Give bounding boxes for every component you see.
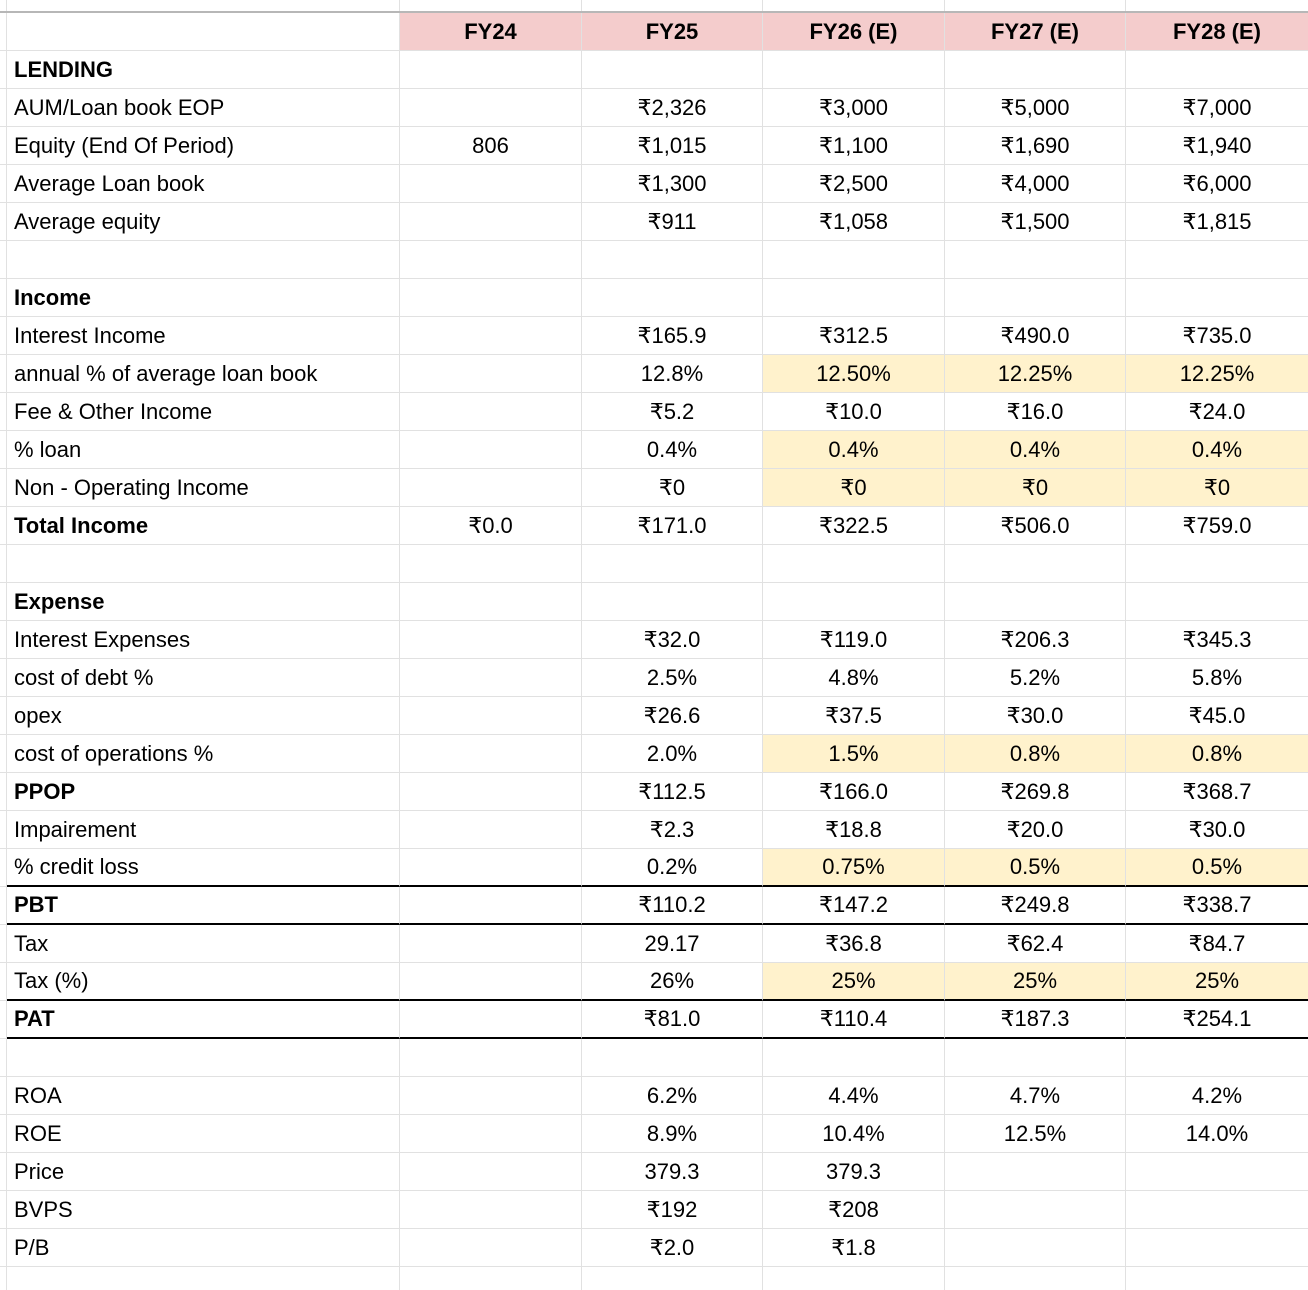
value-cell[interactable] xyxy=(1126,545,1308,583)
left-margin-cell xyxy=(0,621,7,659)
value-cell[interactable]: ₹490.0 xyxy=(945,317,1126,355)
table-row xyxy=(0,1191,1308,1229)
value-cell[interactable] xyxy=(945,1039,1126,1077)
left-margin-cell xyxy=(0,1191,7,1229)
value-cell[interactable] xyxy=(400,1039,582,1077)
value-cell[interactable]: ₹0 xyxy=(763,469,945,507)
value-cell[interactable]: ₹6,000 xyxy=(1126,165,1308,203)
value-cell[interactable] xyxy=(945,1191,1126,1229)
value-cell[interactable] xyxy=(400,621,582,659)
table-row xyxy=(0,1229,1308,1267)
left-margin-cell xyxy=(0,165,7,203)
row-label-cell[interactable]: PPOP xyxy=(7,773,400,811)
left-margin-cell xyxy=(0,963,7,1001)
empty-cell[interactable] xyxy=(7,0,400,11)
value-cell[interactable] xyxy=(945,583,1126,621)
table-row xyxy=(0,1001,1308,1039)
row-label-cell[interactable]: cost of debt % xyxy=(7,659,400,697)
value-cell[interactable]: 0.4% xyxy=(945,431,1126,469)
value-cell[interactable] xyxy=(400,659,582,697)
left-margin-cell xyxy=(0,659,7,697)
value-cell[interactable]: ₹249.8 xyxy=(945,887,1126,925)
row-label-cell[interactable]: Impairement xyxy=(7,811,400,849)
value-cell[interactable]: ₹30.0 xyxy=(945,697,1126,735)
value-cell[interactable]: ₹45.0 xyxy=(1126,697,1308,735)
value-cell[interactable]: ₹5,000 xyxy=(945,89,1126,127)
value-cell[interactable]: ₹171.0 xyxy=(582,507,763,545)
table-row xyxy=(0,165,1308,203)
row-label-cell[interactable]: BVPS xyxy=(7,1191,400,1229)
header-cell-fy27e[interactable]: FY27 (E) xyxy=(945,13,1126,51)
table-row xyxy=(0,127,1308,165)
value-cell[interactable]: ₹1,300 xyxy=(582,165,763,203)
value-cell[interactable] xyxy=(945,545,1126,583)
spacer-row xyxy=(0,241,1308,279)
row-label-cell[interactable]: AUM/Loan book EOP xyxy=(7,89,400,127)
value-cell[interactable]: ₹338.7 xyxy=(1126,887,1308,925)
value-cell[interactable] xyxy=(945,241,1126,279)
empty-cell[interactable] xyxy=(582,0,763,11)
table-row xyxy=(0,469,1308,507)
left-margin-cell xyxy=(0,1153,7,1191)
empty-cell[interactable] xyxy=(1126,0,1308,11)
table-row xyxy=(0,621,1308,659)
value-cell[interactable] xyxy=(400,393,582,431)
value-cell[interactable]: ₹1,690 xyxy=(945,127,1126,165)
value-cell[interactable]: ₹3,000 xyxy=(763,89,945,127)
value-cell[interactable]: 0.75% xyxy=(763,849,945,887)
value-cell[interactable]: ₹2.0 xyxy=(582,1229,763,1267)
value-cell[interactable]: 12.5% xyxy=(945,1115,1126,1153)
value-cell[interactable] xyxy=(1126,583,1308,621)
table-row xyxy=(0,697,1308,735)
value-cell[interactable]: 2.5% xyxy=(582,659,763,697)
value-cell[interactable]: 4.8% xyxy=(763,659,945,697)
value-cell[interactable]: ₹254.1 xyxy=(1126,1001,1308,1039)
value-cell[interactable]: ₹147.2 xyxy=(763,887,945,925)
left-margin-cell xyxy=(0,545,7,583)
bottom-partial-row xyxy=(0,1267,1308,1290)
left-margin-cell xyxy=(0,51,7,89)
empty-cell[interactable] xyxy=(400,1267,582,1290)
left-margin-cell xyxy=(0,507,7,545)
value-cell[interactable]: ₹37.5 xyxy=(763,697,945,735)
value-cell[interactable]: 4.7% xyxy=(945,1077,1126,1115)
table-row xyxy=(0,279,1308,317)
value-cell[interactable] xyxy=(1126,279,1308,317)
value-cell[interactable]: 12.50% xyxy=(763,355,945,393)
value-cell[interactable]: 25% xyxy=(763,963,945,1001)
table-row xyxy=(0,659,1308,697)
row-label-cell[interactable]: Non - Operating Income xyxy=(7,469,400,507)
row-label-cell[interactable]: Average equity xyxy=(7,203,400,241)
left-margin-cell xyxy=(0,203,7,241)
value-cell[interactable]: 25% xyxy=(1126,963,1308,1001)
value-cell[interactable] xyxy=(400,545,582,583)
left-margin-cell xyxy=(0,887,7,925)
value-cell[interactable]: ₹911 xyxy=(582,203,763,241)
row-label-cell[interactable]: PAT xyxy=(7,1001,400,1039)
table-row xyxy=(0,887,1308,925)
value-cell[interactable]: ₹26.6 xyxy=(582,697,763,735)
value-cell[interactable] xyxy=(1126,51,1308,89)
table-row xyxy=(0,735,1308,773)
value-cell[interactable]: ₹0.0 xyxy=(400,507,582,545)
value-cell[interactable] xyxy=(763,545,945,583)
empty-cell[interactable] xyxy=(7,1267,400,1290)
value-cell[interactable]: ₹32.0 xyxy=(582,621,763,659)
value-cell[interactable] xyxy=(400,811,582,849)
value-cell[interactable]: 12.25% xyxy=(1126,355,1308,393)
value-cell[interactable] xyxy=(945,1153,1126,1191)
value-cell[interactable] xyxy=(400,583,582,621)
value-cell[interactable]: ₹322.5 xyxy=(763,507,945,545)
value-cell[interactable]: ₹312.5 xyxy=(763,317,945,355)
left-margin-cell xyxy=(0,849,7,887)
value-cell[interactable] xyxy=(400,1229,582,1267)
table-row xyxy=(0,583,1308,621)
left-margin-cell xyxy=(0,469,7,507)
value-cell[interactable] xyxy=(763,1039,945,1077)
value-cell[interactable] xyxy=(582,583,763,621)
row-label-cell[interactable]: Interest Income xyxy=(7,317,400,355)
empty-cell[interactable] xyxy=(763,0,945,11)
table-body xyxy=(0,51,1308,1267)
value-cell[interactable]: ₹110.2 xyxy=(582,887,763,925)
header-cell-fy24[interactable]: FY24 xyxy=(400,13,582,51)
value-cell[interactable] xyxy=(763,51,945,89)
row-label-cell[interactable]: Fee & Other Income xyxy=(7,393,400,431)
header-cell-fy28e[interactable]: FY28 (E) xyxy=(1126,13,1308,51)
value-cell[interactable]: 12.25% xyxy=(945,355,1126,393)
header-cell-fy26e[interactable]: FY26 (E) xyxy=(763,13,945,51)
row-label-cell[interactable] xyxy=(7,1039,400,1077)
value-cell[interactable]: ₹368.7 xyxy=(1126,773,1308,811)
left-margin-cell xyxy=(0,697,7,735)
left-margin-cell xyxy=(0,735,7,773)
empty-cell[interactable] xyxy=(945,0,1126,11)
value-cell[interactable]: 14.0% xyxy=(1126,1115,1308,1153)
value-cell[interactable] xyxy=(400,317,582,355)
value-cell[interactable]: ₹16.0 xyxy=(945,393,1126,431)
row-label-cell[interactable]: cost of operations % xyxy=(7,735,400,773)
value-cell[interactable]: 6.2% xyxy=(582,1077,763,1115)
table-row xyxy=(0,89,1308,127)
left-margin-cell xyxy=(0,431,7,469)
left-margin-cell xyxy=(0,355,7,393)
value-cell[interactable]: ₹1,100 xyxy=(763,127,945,165)
left-margin-cell xyxy=(0,127,7,165)
value-cell[interactable]: 0.5% xyxy=(945,849,1126,887)
value-cell[interactable] xyxy=(1126,241,1308,279)
value-cell[interactable] xyxy=(582,51,763,89)
value-cell[interactable]: ₹119.0 xyxy=(763,621,945,659)
value-cell[interactable] xyxy=(400,849,582,887)
row-label-cell[interactable]: LENDING xyxy=(7,51,400,89)
value-cell[interactable]: ₹1.8 xyxy=(763,1229,945,1267)
value-cell[interactable]: ₹166.0 xyxy=(763,773,945,811)
value-cell[interactable]: 0.2% xyxy=(582,849,763,887)
value-cell[interactable]: ₹0 xyxy=(1126,469,1308,507)
left-margin-cell xyxy=(0,925,7,963)
table-row xyxy=(0,431,1308,469)
value-cell[interactable] xyxy=(582,279,763,317)
table-row xyxy=(0,393,1308,431)
value-cell[interactable]: 10.4% xyxy=(763,1115,945,1153)
value-cell[interactable]: 4.4% xyxy=(763,1077,945,1115)
value-cell[interactable]: 5.8% xyxy=(1126,659,1308,697)
table-row xyxy=(0,849,1308,887)
value-cell[interactable] xyxy=(1126,1153,1308,1191)
table-row xyxy=(0,773,1308,811)
header-cell-fy25[interactable]: FY25 xyxy=(582,13,763,51)
empty-cell[interactable] xyxy=(1126,1267,1308,1290)
row-label-cell[interactable]: Interest Expenses xyxy=(7,621,400,659)
left-margin-cell xyxy=(0,279,7,317)
value-cell[interactable]: 0.4% xyxy=(582,431,763,469)
row-label-cell[interactable]: opex xyxy=(7,697,400,735)
value-cell[interactable]: 1.5% xyxy=(763,735,945,773)
value-cell[interactable]: ₹18.8 xyxy=(763,811,945,849)
value-cell[interactable]: 2.0% xyxy=(582,735,763,773)
value-cell[interactable]: ₹506.0 xyxy=(945,507,1126,545)
value-cell[interactable] xyxy=(400,697,582,735)
table-row xyxy=(0,1077,1308,1115)
left-margin-cell xyxy=(0,1039,7,1077)
left-margin-cell xyxy=(0,13,7,51)
left-margin-cell xyxy=(0,1077,7,1115)
value-cell[interactable] xyxy=(400,89,582,127)
row-label-cell[interactable] xyxy=(7,241,400,279)
value-cell[interactable]: ₹112.5 xyxy=(582,773,763,811)
table-row xyxy=(0,811,1308,849)
left-margin-cell xyxy=(0,1001,7,1039)
empty-cell[interactable] xyxy=(582,1267,763,1290)
left-margin-cell xyxy=(0,317,7,355)
value-cell[interactable]: 4.2% xyxy=(1126,1077,1308,1115)
value-cell[interactable] xyxy=(582,545,763,583)
left-margin-cell xyxy=(0,0,7,11)
table-row xyxy=(0,1115,1308,1153)
value-cell[interactable]: 8.9% xyxy=(582,1115,763,1153)
value-cell[interactable]: 29.17 xyxy=(582,925,763,963)
left-margin-cell xyxy=(0,1267,7,1290)
value-cell[interactable] xyxy=(945,279,1126,317)
value-cell[interactable]: ₹5.2 xyxy=(582,393,763,431)
value-cell[interactable]: ₹84.7 xyxy=(1126,925,1308,963)
row-label-cell[interactable]: Price xyxy=(7,1153,400,1191)
value-cell[interactable] xyxy=(400,773,582,811)
left-margin-cell xyxy=(0,811,7,849)
value-cell[interactable]: ₹20.0 xyxy=(945,811,1126,849)
value-cell[interactable] xyxy=(400,469,582,507)
value-cell[interactable]: 0.8% xyxy=(945,735,1126,773)
left-margin-cell xyxy=(0,241,7,279)
value-cell[interactable] xyxy=(763,241,945,279)
value-cell[interactable]: ₹24.0 xyxy=(1126,393,1308,431)
value-cell[interactable]: 25% xyxy=(945,963,1126,1001)
value-cell[interactable]: 12.8% xyxy=(582,355,763,393)
table-row xyxy=(0,925,1308,963)
value-cell[interactable]: ₹187.3 xyxy=(945,1001,1126,1039)
value-cell[interactable]: ₹10.0 xyxy=(763,393,945,431)
value-cell[interactable]: ₹1,500 xyxy=(945,203,1126,241)
value-cell[interactable] xyxy=(400,963,582,1001)
value-cell[interactable] xyxy=(945,1229,1126,1267)
row-label-cell[interactable]: ROE xyxy=(7,1115,400,1153)
value-cell[interactable] xyxy=(400,431,582,469)
row-label-cell[interactable] xyxy=(7,545,400,583)
left-margin-cell xyxy=(0,583,7,621)
header-row xyxy=(0,13,1308,51)
row-label-cell[interactable]: % credit loss xyxy=(7,849,400,887)
value-cell[interactable] xyxy=(400,241,582,279)
value-cell[interactable]: ₹1,015 xyxy=(582,127,763,165)
row-label-cell[interactable]: Income xyxy=(7,279,400,317)
value-cell[interactable]: ₹759.0 xyxy=(1126,507,1308,545)
row-label-cell[interactable]: Total Income xyxy=(7,507,400,545)
table-row xyxy=(0,203,1308,241)
left-margin-cell xyxy=(0,1115,7,1153)
value-cell[interactable]: 0.4% xyxy=(763,431,945,469)
value-cell[interactable] xyxy=(400,887,582,925)
value-cell[interactable]: 379.3 xyxy=(763,1153,945,1191)
value-cell[interactable] xyxy=(582,241,763,279)
value-cell[interactable]: ₹62.4 xyxy=(945,925,1126,963)
value-cell[interactable]: 0.5% xyxy=(1126,849,1308,887)
value-cell[interactable] xyxy=(1126,1191,1308,1229)
left-margin-cell xyxy=(0,1229,7,1267)
value-cell[interactable]: ₹2,500 xyxy=(763,165,945,203)
value-cell[interactable] xyxy=(1126,1039,1308,1077)
value-cell[interactable]: 0.4% xyxy=(1126,431,1308,469)
row-label-cell[interactable]: % loan xyxy=(7,431,400,469)
value-cell[interactable] xyxy=(400,203,582,241)
value-cell[interactable]: 806 xyxy=(400,127,582,165)
value-cell[interactable] xyxy=(763,279,945,317)
top-partial-row xyxy=(0,0,1308,13)
header-cell-label-column[interactable] xyxy=(7,13,400,51)
value-cell[interactable]: ₹2,326 xyxy=(582,89,763,127)
value-cell[interactable]: ₹0 xyxy=(945,469,1126,507)
value-cell[interactable]: ₹345.3 xyxy=(1126,621,1308,659)
row-label-cell[interactable]: Tax (%) xyxy=(7,963,400,1001)
value-cell[interactable]: ₹2.3 xyxy=(582,811,763,849)
value-cell[interactable]: ₹208 xyxy=(763,1191,945,1229)
value-cell[interactable]: 0.8% xyxy=(1126,735,1308,773)
value-cell[interactable] xyxy=(400,925,582,963)
table-row xyxy=(0,317,1308,355)
value-cell[interactable] xyxy=(582,1039,763,1077)
row-label-cell[interactable]: Expense xyxy=(7,583,400,621)
value-cell[interactable] xyxy=(945,51,1126,89)
value-cell[interactable]: ₹110.4 xyxy=(763,1001,945,1039)
row-label-cell[interactable]: PBT xyxy=(7,887,400,925)
value-cell[interactable] xyxy=(400,355,582,393)
value-cell[interactable]: ₹7,000 xyxy=(1126,89,1308,127)
spacer-row xyxy=(0,1039,1308,1077)
value-cell[interactable]: ₹81.0 xyxy=(582,1001,763,1039)
table-row xyxy=(0,507,1308,545)
row-label-cell[interactable]: Tax xyxy=(7,925,400,963)
value-cell[interactable]: ₹30.0 xyxy=(1126,811,1308,849)
left-margin-cell xyxy=(0,393,7,431)
value-cell[interactable]: 26% xyxy=(582,963,763,1001)
value-cell[interactable] xyxy=(400,1077,582,1115)
value-cell[interactable]: ₹1,815 xyxy=(1126,203,1308,241)
row-label-cell[interactable]: P/B xyxy=(7,1229,400,1267)
value-cell[interactable]: ₹36.8 xyxy=(763,925,945,963)
value-cell[interactable] xyxy=(400,165,582,203)
row-label-cell[interactable]: Equity (End Of Period) xyxy=(7,127,400,165)
empty-cell[interactable] xyxy=(763,1267,945,1290)
value-cell[interactable] xyxy=(400,279,582,317)
left-margin-cell xyxy=(0,89,7,127)
value-cell[interactable]: ₹206.3 xyxy=(945,621,1126,659)
value-cell[interactable] xyxy=(400,1115,582,1153)
value-cell[interactable]: ₹4,000 xyxy=(945,165,1126,203)
table-row xyxy=(0,963,1308,1001)
table-row xyxy=(0,355,1308,393)
table-row xyxy=(0,51,1308,89)
value-cell[interactable]: ₹1,058 xyxy=(763,203,945,241)
value-cell[interactable] xyxy=(763,583,945,621)
value-cell[interactable] xyxy=(400,735,582,773)
spacer-row xyxy=(0,545,1308,583)
row-label-cell[interactable]: Average Loan book xyxy=(7,165,400,203)
row-label-cell[interactable]: annual % of average loan book xyxy=(7,355,400,393)
value-cell[interactable] xyxy=(400,1191,582,1229)
value-cell[interactable] xyxy=(400,51,582,89)
value-cell[interactable]: ₹165.9 xyxy=(582,317,763,355)
value-cell[interactable] xyxy=(400,1001,582,1039)
empty-cell[interactable] xyxy=(945,1267,1126,1290)
table-row xyxy=(0,1153,1308,1191)
row-label-cell[interactable]: ROA xyxy=(7,1077,400,1115)
value-cell[interactable]: ₹0 xyxy=(582,469,763,507)
value-cell[interactable]: ₹735.0 xyxy=(1126,317,1308,355)
value-cell[interactable]: ₹269.8 xyxy=(945,773,1126,811)
value-cell[interactable] xyxy=(1126,1229,1308,1267)
value-cell[interactable]: ₹192 xyxy=(582,1191,763,1229)
value-cell[interactable]: 379.3 xyxy=(582,1153,763,1191)
value-cell[interactable]: ₹1,940 xyxy=(1126,127,1308,165)
left-margin-cell xyxy=(0,773,7,811)
value-cell[interactable]: 5.2% xyxy=(945,659,1126,697)
value-cell[interactable] xyxy=(400,1153,582,1191)
empty-cell[interactable] xyxy=(400,0,582,11)
